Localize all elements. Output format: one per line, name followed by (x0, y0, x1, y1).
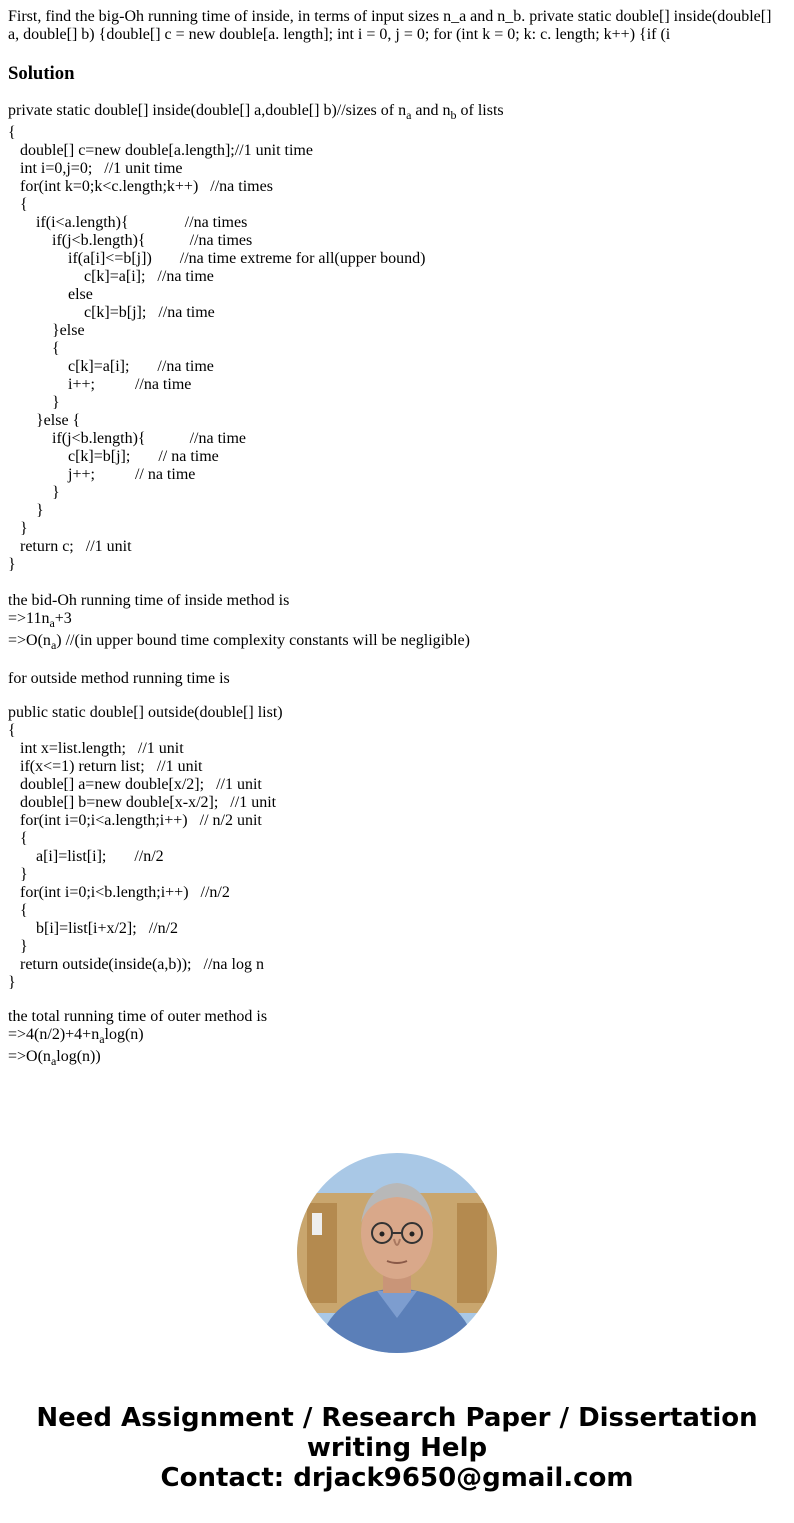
analysis1-line3: $=>O(n_a)$ //(in upper bound time complexity constants will be negligible) (8, 632, 470, 652)
inside-code-line: }else { (8, 412, 81, 429)
portrait-image (297, 1153, 497, 1353)
question-text: First, find the big-Oh running time of inside, in terms of input sizes n_a and n_b. private static double[] inside(double[] a, double[] b) {double[] c = new double[a. length]; int i = 0, j = 0; for (int k = 0; k: c. length; k++) {if (i (8, 8, 772, 43)
inside-code-line: }else (8, 322, 85, 339)
outside-intro: for outside method running time is (8, 670, 230, 687)
analysis2-line1: the total running time of outer method is (8, 1008, 268, 1025)
outside-code-line: b[i]=list[i+x/2]; //n/2 (8, 920, 179, 937)
inside-code-line: double[] c=new double[a.length];//1 unit time (8, 142, 313, 159)
signature-line: private static double[] inside(double[] a,double[] b)//sizes of $n_a$ and $n_b$ of lists (8, 102, 504, 122)
inside-code-line: if(i<a.length){ //na times (8, 214, 248, 231)
inside-code-line: c[k]=b[j]; //na time (8, 304, 215, 321)
author-avatar (297, 1153, 497, 1353)
footer-line-2: writing Help (306, 1433, 488, 1463)
analysis1-line1: the bid-Oh running time of inside method is (8, 592, 290, 609)
outside-code-line: double[] a=new double[x/2]; //1 unit (8, 776, 262, 793)
outside-code-line: } (8, 974, 16, 991)
inside-code-line: } (8, 394, 60, 411)
inside-code-line: if(j<b.length){ //na time (8, 430, 246, 447)
footer-line-1: Need Assignment / Research Paper / Dissertation (36, 1403, 758, 1433)
inside-code-line: } (8, 520, 28, 537)
inside-code-line: return c; //1 unit (8, 538, 132, 555)
inside-code-line: if(a[i]<=b[j]) //na time extreme for all(upper bound) (8, 250, 426, 267)
inside-code-line: { (8, 196, 28, 213)
inside-code-line: if(j<b.length){ //na times (8, 232, 253, 249)
outside-code-line: if(x<=1) return list; //1 unit (8, 758, 203, 775)
analysis1-line2: $=>11n_a+3$ (8, 610, 72, 630)
inside-code-line: for(int k=0;k<c.length;k++) //na times (8, 178, 273, 195)
outside-code-line: double[] b=new double[x-x/2]; //1 unit (8, 794, 277, 811)
inside-code-line: int i=0,j=0; //1 unit time (8, 160, 183, 177)
inside-code-line: j++; // na time (8, 466, 196, 483)
inside-code-line: { (8, 340, 60, 357)
footer-banner (0, 1403, 794, 1493)
inside-code-line: { (8, 124, 16, 141)
outside-code-line: return outside(inside(a,b)); //na log n (8, 956, 264, 973)
inside-code-line: c[k]=a[i]; //na time (8, 268, 214, 285)
analysis2-line2: $=>4(n/2)+4+n_a\log(n)$ (8, 1026, 144, 1046)
footer-line-3: Contact: drjack9650@gmail.com (160, 1463, 634, 1493)
outside-code-line: public static double[] outside(double[] list) (8, 704, 283, 721)
outside-code-line: int x=list.length; //1 unit (8, 740, 184, 757)
inside-code-line: i++; //na time (8, 376, 192, 393)
solution-heading: Solution (8, 63, 75, 84)
outside-code-line: } (8, 938, 28, 955)
outside-code-line: a[i]=list[i]; //n/2 (8, 848, 164, 865)
inside-code-line: c[k]=b[j]; // na time (8, 448, 219, 465)
inside-code-line: } (8, 484, 60, 501)
inside-code-line: c[k]=a[i]; //na time (8, 358, 214, 375)
inside-code-line: else (8, 286, 93, 303)
outside-code-line: { (8, 830, 28, 847)
analysis2-line3: $=>O(n_a\log(n))$ (8, 1048, 101, 1068)
inside-code-line: } (8, 502, 44, 519)
outside-code-line: for(int i=0;i<b.length;i++) //n/2 (8, 884, 230, 901)
outside-code-line: } (8, 866, 28, 883)
outside-code-line: { (8, 722, 16, 739)
inside-code-line: } (8, 556, 16, 573)
outside-code-line: for(int i=0;i<a.length;i++) // n/2 unit (8, 812, 262, 829)
outside-code-line: { (8, 902, 28, 919)
